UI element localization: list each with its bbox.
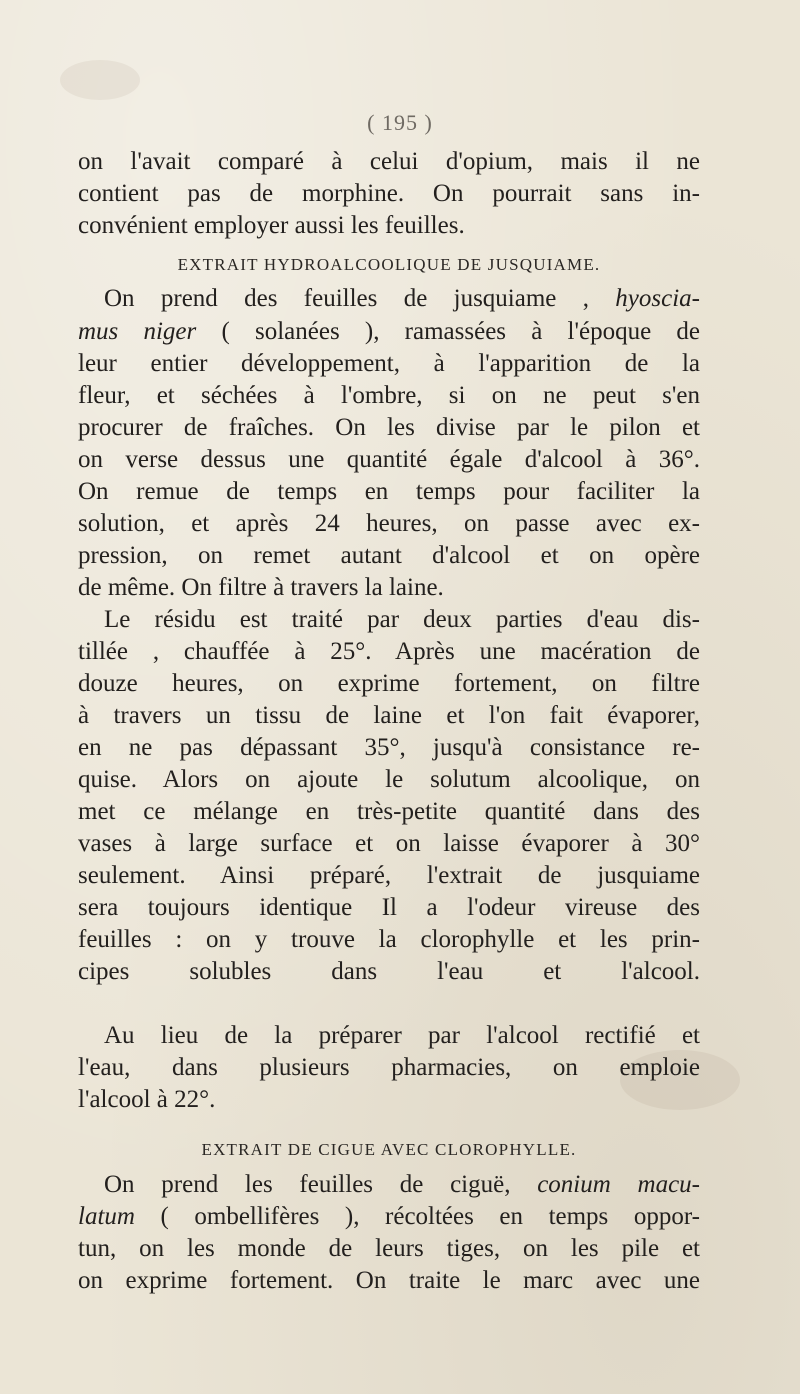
text-line: on l'avait comparé à celui d'opium, mais il ne: [78, 148, 700, 175]
text-line: latum ( ombellifères ), récoltées en temps oppor-: [78, 1203, 700, 1230]
text-line: vases à large surface et on laisse évaporer à 30°: [78, 830, 700, 857]
text-line: tun, on les monde de leurs tiges, on les pile et: [78, 1235, 700, 1262]
text-line: seulement. Ainsi préparé, l'extrait de jusquiame: [78, 862, 700, 889]
text-line: en ne pas dépassant 35°, jusqu'à consistance re-: [78, 734, 700, 761]
text-line: cipes solubles dans l'eau et l'alcool.: [78, 958, 700, 985]
text-line: convénient employer aussi les feuilles.: [78, 212, 465, 239]
section-heading: EXTRAIT DE CIGUE AVEC CLOROPHYLLE.: [201, 1140, 577, 1159]
text-line: pression, on remet autant d'alcool et on opère: [78, 542, 700, 569]
text-line: solution, et après 24 heures, on passe avec ex-: [78, 510, 700, 537]
text-line: Le résidu est traité par deux parties d'eau dis-: [104, 606, 700, 633]
text-line: On remue de temps en temps pour faciliter la: [78, 478, 700, 505]
text-line: on verse dessus une quantité égale d'alcool à 36°.: [78, 446, 700, 473]
text-line: On prend les feuilles de ciguë, conium macu-: [104, 1171, 700, 1198]
text-line: mus niger ( solanées ), ramassées à l'époque de: [78, 318, 700, 345]
paper-stain: [60, 60, 140, 100]
text-line: On prend des feuilles de jusquiame , hyoscia-: [104, 285, 700, 312]
text-line: met ce mélange en très-petite quantité dans des: [78, 798, 700, 825]
text-line: contient pas de morphine. On pourrait sans in-: [78, 180, 700, 207]
text-line: on exprime fortement. On traite le marc avec une: [78, 1267, 700, 1294]
text-line: fleur, et séchées à l'ombre, si on ne peut s'en: [78, 382, 700, 409]
text-line: à travers un tissu de laine et l'on fait évaporer,: [78, 702, 700, 729]
section-heading: EXTRAIT HYDROALCOOLIQUE DE JUSQUIAME.: [177, 255, 601, 274]
text-line: sera toujours identique Il a l'odeur vireuse des: [78, 894, 700, 921]
text-line: procurer de fraîches. On les divise par le pilon et: [78, 414, 700, 441]
text-line: feuilles : on y trouve la clorophylle et les prin-: [78, 926, 700, 953]
text-line: l'eau, dans plusieurs pharmacies, on emploie: [78, 1054, 700, 1081]
text-line: douze heures, on exprime fortement, on filtre: [78, 670, 700, 697]
page-number: ( 195 ): [367, 110, 433, 135]
text-line: quise. Alors on ajoute le solutum alcoolique, on: [78, 766, 700, 793]
text-line: Au lieu de la préparer par l'alcool rectifié et: [104, 1022, 700, 1049]
text-line: de même. On filtre à travers la laine.: [78, 574, 444, 601]
text-line: leur entier développement, à l'apparition de la: [78, 350, 700, 377]
text-line: l'alcool à 22°.: [78, 1086, 216, 1113]
text-line: tillée , chauffée à 25°. Après une macération de: [78, 638, 700, 665]
